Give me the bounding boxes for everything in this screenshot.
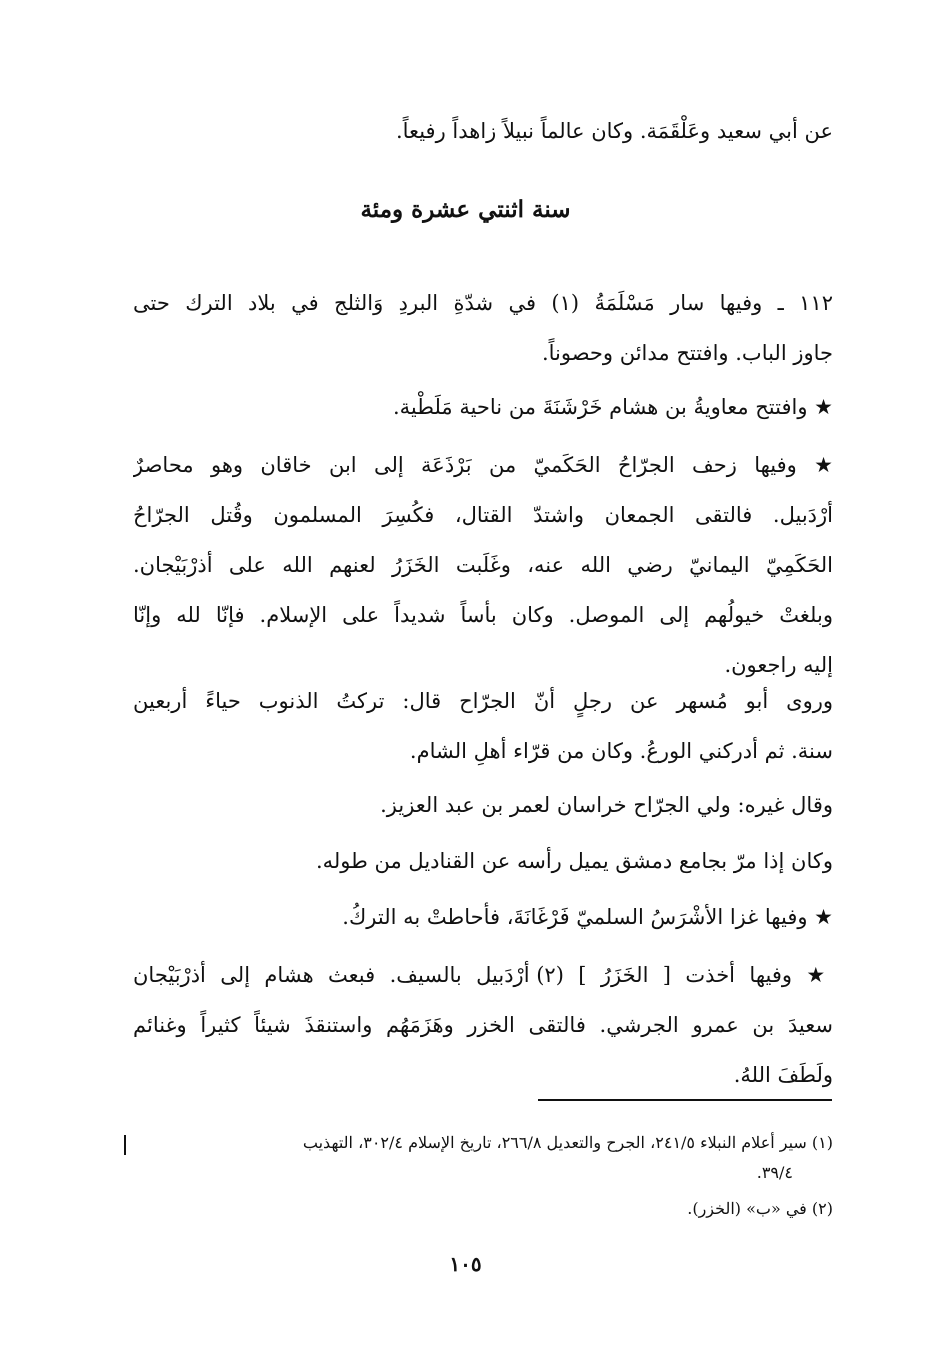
- text-line: جاوز الباب. وافتتح مدائن وحصوناً.: [541, 341, 833, 365]
- text-line: ★ وفيها غزا الأشْرَسُ السلميّ فَرْغَانَةَ، فأحاطتْ به التركُ.: [342, 905, 833, 929]
- paragraph-abu-mushir: [133, 676, 833, 776]
- paragraph-ashras: [133, 892, 833, 942]
- paragraph-112: [133, 278, 833, 378]
- footnote-separator: [538, 1099, 832, 1101]
- paragraph-khazar: [133, 950, 833, 1100]
- paragraph-khurasan: [133, 780, 833, 830]
- margin-mark: [124, 1135, 126, 1155]
- text-line: ★ وفيها زحف الجرّاحُ الحَكَميّ من بَرْذَعَة إلى ابن خاقان وهو محاصرٌ: [133, 453, 833, 477]
- text-line: وقال غيره: ولي الجرّاح خراسان لعمر بن عبد العزيز.: [380, 793, 833, 817]
- section-heading: سنة اثنتي عشرة ومئة: [360, 196, 571, 223]
- continuation-paragraph: [133, 106, 833, 156]
- paragraph-muawiya: [133, 382, 833, 432]
- text-line: سنة. ثم أدركني الورعُ. وكان من قرّاء أهلِ الشام.: [409, 739, 833, 763]
- text-line: ★ وفيها أخذت [ الخَزَرُ ] (٢) أرْدَبيل بالسيف. فبعث هشام إلى أذرْبَيْجان: [133, 963, 833, 987]
- text-line: سعيدَ بن عمرو الجرشي. فالتقى الخزر وهَزَمَهُم واستنقذَ شيئاً كثيراً وغنائم: [133, 1013, 833, 1037]
- paragraph-jarrah: [133, 440, 833, 690]
- text-line: الحَكَمِيّ اليمانيّ رضي الله عنه، وغَلَبت الخَزَرُ لعنهم الله على أذرْبَيْجان.: [133, 553, 833, 577]
- text-line: إليه راجعون.: [724, 653, 833, 677]
- footnote-1-line: (١) سير أعلام النبلاء ٢٤١/٥، الجرح والتعديل ٢٦٦/٨، تاريخ الإسلام ٣٠٢/٤، التهذيب: [302, 1133, 833, 1152]
- text-line: أرْدَبيل. فالتقى الجمعان واشتدّ القتال، فكُسِرَ المسلمون وقُتل الجرّاحُ: [133, 503, 833, 527]
- text-line: وروى أبو مُسهر عن رجلٍ أنّ الجرّاح قال: تركتُ الذنوب حياءً أربعين: [133, 689, 833, 713]
- page-number: ١٠٥: [449, 1252, 482, 1276]
- footnotes: [113, 1128, 833, 1224]
- text-line: وبلغتْ خيولُهم إلى الموصل. وكان بأساً شديداً على الإسلام. فإنّا لله وإنّا: [133, 603, 833, 627]
- text-line: ١١٢ ـ وفيها سار مَسْلَمَةُ (١) في شدّةِ البردِ وَالثلج في بلاد الترك حتى: [133, 291, 833, 315]
- text-line: ولَطَفَ اللهُ.: [733, 1063, 833, 1087]
- text-line: عن أبي سعيد وعَلْقَمَة. وكان عالماً نبيلاً زاهداً رفيعاً.: [395, 119, 833, 143]
- text-line: وكان إذا مرّ بجامع دمشق يميل رأسه عن القناديل من طوله.: [315, 849, 833, 873]
- footnote-2-line: (٢) في «ب» (الخزر).: [687, 1199, 833, 1218]
- footnote-1-continuation: ٣٩/٤.: [756, 1163, 793, 1182]
- text-line: ★ وافتتح معاويةُ بن هشام خَرْشَنَةَ من ناحية مَلَطْية.: [392, 395, 833, 419]
- paragraph-damascus: [133, 836, 833, 886]
